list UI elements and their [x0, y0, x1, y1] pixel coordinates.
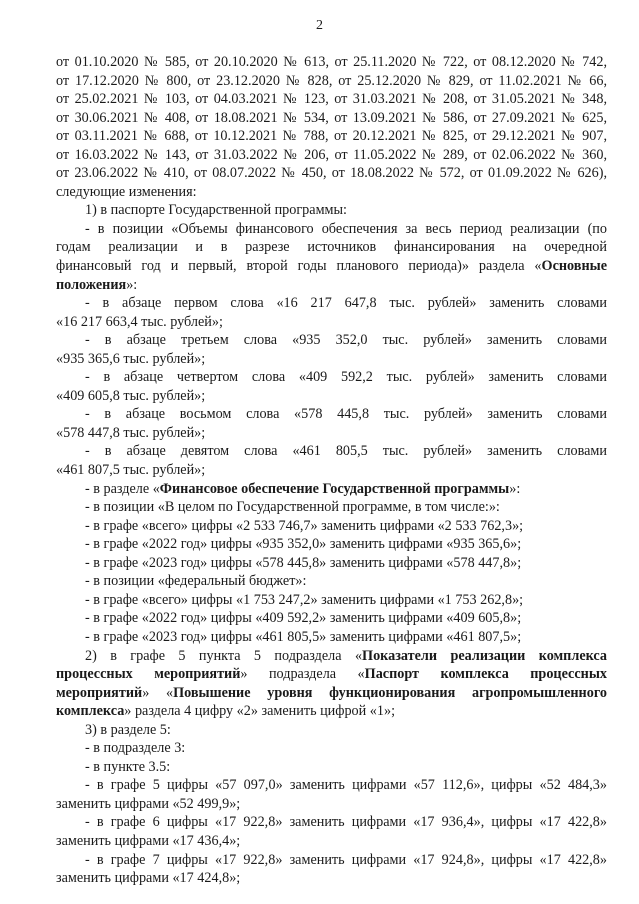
text-run: - в подразделе 3:: [85, 740, 186, 757]
text-run: - в графе «2023 год» цифры «578 445,8» заменить цифрами «578 447,8»;: [85, 554, 522, 571]
text-line: [56, 535, 607, 554]
text-line: [56, 405, 607, 424]
bold-text: Повышение уровня функционирования агропромышленного: [173, 684, 608, 701]
text-line: [56, 702, 607, 721]
text-run: следующие изменения:: [56, 183, 197, 200]
text-line: [56, 183, 607, 202]
text-line: [56, 517, 607, 536]
text-run: - в пункте 3.5:: [85, 758, 171, 775]
text-line: [56, 609, 607, 628]
text-run: «461 807,5 тыс. рублей»;: [56, 462, 206, 479]
text-run: - в абзаце третьем слова «935 352,0 тыс. рублей» заменить словами: [85, 332, 607, 349]
text-line: [56, 276, 607, 295]
text-line: [56, 480, 607, 499]
bold-text: Показатели реализации комплекса: [362, 647, 607, 664]
text-run: от 25.02.2021 № 103, от 04.03.2021 № 123, от 31.03.2021 № 208, от 31.05.2021 № 348,: [56, 91, 607, 108]
text-run: - в графе «всего» цифры «1 753 247,2» заменить цифрами «1 753 262,8»;: [85, 591, 524, 608]
text-run: «935 365,6 тыс. рублей»;: [56, 350, 206, 367]
text-line: [56, 795, 607, 814]
bold-text: Основные: [541, 258, 607, 275]
text-line: [56, 350, 607, 369]
text-run: от 03.11.2021 № 688, от 10.12.2021 № 788, от 20.12.2021 № 825, от 29.12.2021 № 907,: [56, 128, 607, 145]
text-line: [56, 331, 607, 350]
text-line: [56, 368, 607, 387]
text-run: от 30.06.2021 № 408, от 18.08.2021 № 534, от 13.09.2021 № 586, от 27.09.2021 № 625,: [56, 109, 607, 126]
text-line: [56, 813, 607, 832]
text-run: » раздела 4 цифру «2» заменить цифрой «1»;: [124, 703, 396, 720]
text-line: [56, 53, 607, 72]
text-run: - в графе «2022 год» цифры «935 352,0» заменить цифрами «935 365,6»;: [85, 536, 522, 553]
text-run: - в абзаце восьмом слова «578 445,8 тыс. рублей» заменить словами: [85, 406, 607, 423]
text-run: от 16.03.2022 № 143, от 31.03.2022 № 206, от 11.05.2022 № 289, от 02.06.2022 № 360,: [56, 146, 607, 163]
text-line: [56, 684, 607, 703]
text-line: [56, 869, 607, 888]
text-line: [56, 387, 607, 406]
text-run: от 23.06.2022 № 410, от 08.07.2022 № 450, от 18.08.2022 № 572, от 01.09.2022 № 626),: [56, 165, 607, 182]
body-text: [56, 53, 607, 888]
bold-text: мероприятий: [56, 684, 143, 701]
text-line: [56, 442, 607, 461]
text-line: [56, 851, 607, 870]
bold-text: Паспорт комплекса процессных: [364, 666, 607, 683]
text-run: » «: [142, 684, 174, 701]
text-run: - в графе «2023 год» цифры «461 805,5» заменить цифрами «461 807,5»;: [85, 628, 522, 645]
text-line: [56, 146, 607, 165]
text-run: - в разделе «: [85, 480, 160, 497]
text-run: от 17.12.2020 № 800, от 23.12.2020 № 828, от 25.12.2020 № 829, от 11.02.2021 № 66,: [56, 72, 607, 89]
text-run: - в позиции «В целом по Государственной программе, в том числе:»:: [85, 499, 500, 516]
text-line: [56, 201, 607, 220]
text-line: [56, 554, 607, 573]
text-line: [56, 628, 607, 647]
text-run: - в позиции «Объемы финансового обеспечения за весь период реализации (по: [85, 220, 607, 237]
text-run: »:: [126, 276, 138, 293]
text-run: »:: [509, 480, 521, 497]
text-line: [56, 90, 607, 109]
text-run: - в графе 5 цифры «57 097,0» заменить цифрами «57 112,6», цифры «52 484,3»: [85, 777, 607, 794]
text-line: [56, 721, 607, 740]
text-run: - в графе «всего» цифры «2 533 746,7» заменить цифрами «2 533 762,3»;: [85, 517, 524, 534]
bold-text: комплекса: [56, 703, 125, 720]
text-line: [56, 164, 607, 183]
text-run: финансовый год и первый, второй годы планового периода)» раздела «: [56, 258, 542, 275]
text-line: [56, 220, 607, 239]
text-line: [56, 461, 607, 480]
text-line: [56, 832, 607, 851]
bold-text: процессных мероприятий: [56, 666, 241, 683]
text-run: - в графе «2022 год» цифры «409 592,2» заменить цифрами «409 605,8»;: [85, 610, 522, 627]
page-number: 2: [316, 18, 323, 33]
text-line: [56, 665, 607, 684]
text-line: [56, 572, 607, 591]
text-line: [56, 313, 607, 332]
text-run: » подраздела «: [240, 666, 365, 683]
text-line: [56, 109, 607, 128]
text-line: [56, 758, 607, 777]
text-run: «578 447,8 тыс. рублей»;: [56, 424, 206, 441]
text-run: заменить цифрами «17 436,4»;: [56, 832, 241, 849]
text-run: 2) в графе 5 пункта 5 подраздела «: [85, 647, 363, 664]
bold-text: положения: [56, 276, 127, 293]
text-line: [56, 72, 607, 91]
bold-text: Финансовое обеспечение Государственной программы: [159, 480, 510, 497]
text-run: - в графе 6 цифры «17 922,8» заменить цифрами «17 936,4», цифры «17 422,8»: [85, 814, 607, 831]
text-line: [56, 776, 607, 795]
text-run: «409 605,8 тыс. рублей»;: [56, 387, 206, 404]
text-line: [56, 498, 607, 517]
text-run: - в абзаце первом слова «16 217 647,8 тыс. рублей» заменить словами: [85, 295, 607, 312]
text-run: заменить цифрами «52 499,9»;: [56, 795, 241, 812]
text-line: [56, 127, 607, 146]
text-line: [56, 424, 607, 443]
text-run: «16 217 663,4 тыс. рублей»;: [56, 313, 223, 330]
text-run: 1) в паспорте Государственной программы:: [85, 202, 348, 219]
text-line: [56, 591, 607, 610]
text-run: - в абзаце четвертом слова «409 592,2 тыс. рублей» заменить словами: [85, 369, 607, 386]
text-line: [56, 257, 607, 276]
text-run: 3) в разделе 5:: [85, 721, 171, 738]
text-run: - в позиции «федеральный бюджет»:: [85, 573, 307, 590]
text-line: [56, 647, 607, 666]
text-line: [56, 238, 607, 257]
text-run: от 01.10.2020 № 585, от 20.10.2020 № 613, от 25.11.2020 № 722, от 08.12.2020 № 742,: [56, 54, 607, 70]
text-line: [56, 739, 607, 758]
text-run: - в абзаце девятом слова «461 805,5 тыс. рублей» заменить словами: [85, 443, 607, 460]
text-run: годам реализации и в разрезе источников финансирования на очередной: [56, 239, 607, 256]
text-run: - в графе 7 цифры «17 922,8» заменить цифрами «17 924,8», цифры «17 422,8»: [85, 851, 607, 868]
text-line: [56, 294, 607, 313]
text-run: заменить цифрами «17 424,8»;: [56, 870, 241, 887]
